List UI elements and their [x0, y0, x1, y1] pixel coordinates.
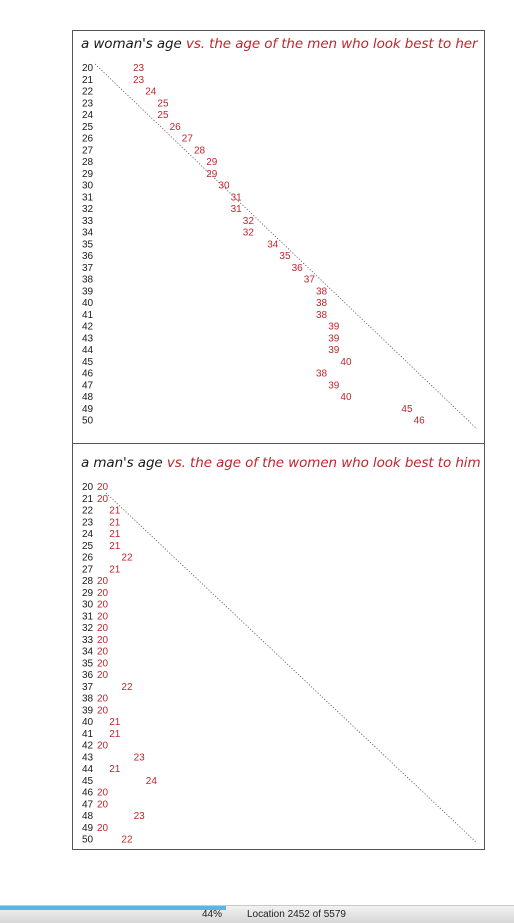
preferred-age-value: 39 — [328, 380, 340, 392]
preferred-age-value: 26 — [169, 121, 181, 133]
age-label: 35 — [82, 239, 94, 251]
age-label: 20 — [82, 63, 94, 74]
preferred-age-value: 21 — [109, 540, 121, 552]
age-label: 37 — [82, 681, 94, 693]
age-label: 30 — [82, 180, 94, 192]
age-label: 43 — [82, 752, 94, 764]
age-label: 21 — [82, 493, 94, 505]
age-label: 32 — [82, 623, 94, 634]
age-label: 33 — [82, 215, 94, 227]
status-bar — [0, 905, 514, 923]
age-label: 46 — [82, 368, 94, 380]
preferred-age-value: 21 — [109, 529, 121, 540]
age-label: 30 — [82, 599, 94, 611]
reference-diagonal-line — [106, 493, 477, 843]
age-label: 47 — [82, 380, 94, 392]
age-label: 20 — [82, 482, 94, 493]
age-label: 46 — [82, 787, 94, 799]
preferred-age-value: 20 — [97, 587, 109, 599]
age-label: 44 — [82, 345, 94, 356]
age-label: 26 — [82, 552, 94, 564]
age-label: 43 — [82, 333, 94, 345]
age-label: 34 — [82, 227, 94, 239]
age-label: 39 — [82, 286, 94, 298]
preferred-age-value: 27 — [181, 133, 193, 145]
preferred-age-value: 20 — [97, 693, 109, 705]
age-label: 42 — [82, 321, 94, 333]
preferred-age-value: 23 — [133, 811, 145, 822]
preferred-age-value: 20 — [97, 822, 109, 834]
age-label: 45 — [82, 356, 94, 368]
preferred-age-value: 20 — [97, 493, 109, 505]
age-label: 29 — [82, 587, 94, 599]
preferred-age-value: 38 — [316, 309, 328, 321]
preferred-age-value: 20 — [97, 658, 109, 670]
reading-progress-bar[interactable] — [0, 906, 226, 910]
preferred-age-value: 22 — [121, 681, 133, 693]
preferred-age-value: 38 — [316, 368, 328, 380]
preferred-age-value: 31 — [230, 204, 242, 215]
age-label: 22 — [82, 505, 94, 517]
age-label: 37 — [82, 262, 94, 274]
age-label: 38 — [82, 274, 94, 286]
age-label: 28 — [82, 576, 94, 587]
age-label: 48 — [82, 392, 94, 403]
age-label: 42 — [82, 740, 94, 752]
chart-title-women-subject: a woman's age — [81, 36, 182, 52]
age-label: 35 — [82, 658, 94, 670]
preferred-age-value: 24 — [145, 86, 157, 98]
preferred-age-value: 20 — [97, 787, 109, 799]
age-label: 25 — [82, 121, 94, 133]
preferred-age-value: 21 — [109, 764, 121, 775]
age-label: 50 — [82, 415, 94, 427]
preferred-age-value: 20 — [97, 670, 109, 681]
age-label: 36 — [82, 251, 94, 262]
preferred-age-value: 20 — [97, 799, 109, 811]
preferred-age-value: 34 — [267, 239, 279, 251]
preferred-age-value: 20 — [97, 740, 109, 752]
preferred-age-value: 21 — [109, 517, 121, 529]
preferred-age-value: 29 — [206, 157, 218, 168]
location-indicator[interactable]: Location 2452 of 5579 — [247, 909, 346, 920]
age-label: 34 — [82, 646, 94, 658]
age-label: 26 — [82, 133, 94, 145]
preferred-age-value: 20 — [97, 623, 109, 634]
age-label: 31 — [82, 192, 94, 204]
preferred-age-value: 39 — [328, 321, 340, 333]
preferred-age-value: 31 — [230, 192, 242, 204]
age-label: 41 — [82, 728, 94, 740]
preferred-age-value: 20 — [97, 611, 109, 623]
preferred-age-value: 22 — [121, 834, 133, 846]
age-label: 33 — [82, 634, 94, 646]
age-label: 25 — [82, 540, 94, 552]
preferred-age-value: 23 — [133, 752, 145, 764]
preferred-age-value: 20 — [97, 705, 109, 717]
age-label: 36 — [82, 670, 94, 681]
age-label: 40 — [82, 717, 94, 728]
age-label: 49 — [82, 822, 94, 834]
preferred-age-value: 21 — [109, 505, 121, 517]
preferred-age-value: 32 — [242, 215, 254, 227]
preferred-age-value: 40 — [340, 356, 352, 368]
preferred-age-value: 20 — [97, 576, 109, 587]
preferred-age-value: 28 — [194, 145, 206, 157]
preferred-age-value: 38 — [316, 298, 328, 309]
preferred-age-value: 23 — [133, 63, 145, 74]
age-label: 31 — [82, 611, 94, 623]
age-label: 29 — [82, 168, 94, 180]
preferred-age-value: 20 — [97, 634, 109, 646]
preferred-age-value: 20 — [97, 646, 109, 658]
age-label: 27 — [82, 564, 94, 576]
preferred-age-value: 25 — [157, 110, 169, 121]
age-label: 48 — [82, 811, 94, 822]
age-label: 38 — [82, 693, 94, 705]
progress-percent: 44% — [202, 909, 223, 920]
preferred-age-value: 21 — [109, 717, 121, 728]
preferred-age-value: 46 — [413, 415, 425, 427]
chart-title-women-rest: vs. the age of the men who look best to her — [185, 36, 478, 52]
preferred-age-value: 24 — [145, 775, 157, 787]
preferred-age-value: 29 — [206, 168, 218, 180]
preferred-age-value: 45 — [401, 403, 413, 415]
age-label: 49 — [82, 403, 94, 415]
preferred-age-value: 39 — [328, 345, 340, 356]
preferred-age-value: 35 — [279, 251, 291, 262]
preferred-age-value: 23 — [133, 74, 145, 86]
age-label: 23 — [82, 517, 94, 529]
chart-title-men-rest: vs. the age of the women who look best to him — [166, 455, 481, 471]
age-label: 32 — [82, 204, 94, 215]
preferred-age-value: 39 — [328, 333, 340, 345]
age-label: 24 — [82, 110, 94, 121]
preferred-age-value: 38 — [316, 286, 328, 298]
age-label: 40 — [82, 298, 94, 309]
age-label: 21 — [82, 74, 94, 86]
age-label: 50 — [82, 834, 94, 846]
age-label: 39 — [82, 705, 94, 717]
preferred-age-value: 37 — [303, 274, 315, 286]
age-label: 28 — [82, 157, 94, 168]
preferred-age-value: 20 — [97, 482, 109, 493]
preferred-age-value: 22 — [121, 552, 133, 564]
preferred-age-value: 21 — [109, 728, 121, 740]
age-label: 24 — [82, 529, 94, 540]
age-label: 44 — [82, 764, 94, 775]
preferred-age-value: 36 — [291, 262, 303, 274]
chart-title-men-subject: a man's age — [81, 455, 163, 471]
age-label: 22 — [82, 86, 94, 98]
preferred-age-value: 30 — [218, 180, 230, 192]
preferred-age-value: 32 — [242, 227, 254, 239]
age-label: 27 — [82, 145, 94, 157]
age-label: 41 — [82, 309, 94, 321]
preferred-age-value: 40 — [340, 392, 352, 403]
age-label: 23 — [82, 98, 94, 110]
preferred-age-value: 20 — [97, 599, 109, 611]
age-label: 47 — [82, 799, 94, 811]
age-label: 45 — [82, 775, 94, 787]
preferred-age-value: 21 — [109, 564, 121, 576]
preferred-age-value: 25 — [157, 98, 169, 110]
